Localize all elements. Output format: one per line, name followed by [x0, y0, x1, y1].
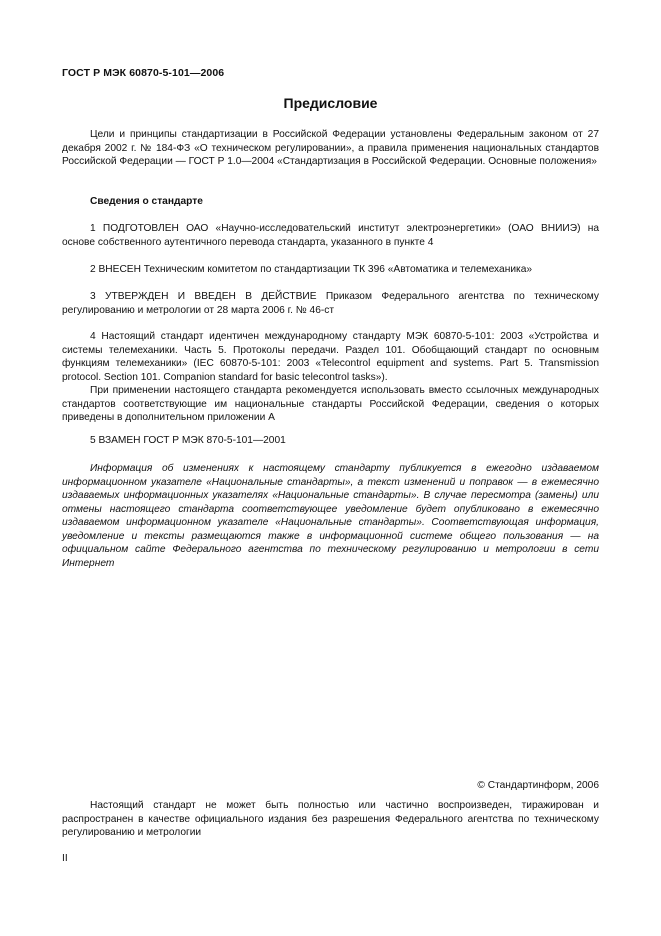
item-application-note: При применении настоящего стандарта рекомендуется использовать вместо ссылочных международных стандартов соответствующие им национальные стандарты Российской Федерации, сведения о которых приведены в дополнительном приложении А	[62, 385, 599, 423]
item-identical: 4 Настоящий стандарт идентичен международному стандарту МЭК 60870-5-101: 2003 «Устройства и системы телемеханики. Часть 5. Протоколы передачи. Раздел 101. Обобщающий стандарт по основным функциям телемеханики» (IEC 60870-5-101: 2003 «Telecontrol equipment and systems. Part 5. Transmission protocol. Section 101. Companion standard for basic telecontrol tasks»).	[62, 331, 599, 383]
intro-paragraph: Цели и принципы стандартизации в Российской Федерации установлены Федеральным законом от 27 декабря 2002 г. № 184-ФЗ «О техническом регулировании», а правила применения национальных стандартов Российской Федерации — ГОСТ Р 1.0—2004 «Стандартизация в Российской Федерации. Основные положения»	[62, 129, 599, 167]
item-prepared: 1 ПОДГОТОВЛЕН ОАО «Научно-исследовательский институт электроэнергетики» (ОАО ВНИИЭ) на основе собственного аутентичного перевода стандарта, указанного в пункте 4	[62, 223, 599, 248]
item-approved: 3 УТВЕРЖДЕН И ВВЕДЕН В ДЕЙСТВИЕ Приказом Федерального агентства по техническому регулированию и метрологии от 28 марта 2006 г. № 46-ст	[62, 291, 599, 316]
item-introduced: 2 ВНЕСЕН Техническим комитетом по стандартизации ТК 396 «Автоматика и телемеханика»	[90, 264, 533, 275]
page-number: II	[62, 853, 68, 864]
page-title: Предисловие	[283, 95, 378, 111]
copyright-line: © Стандартинформ, 2006	[477, 780, 599, 791]
info-notice: Информация об изменениях к настоящему стандарту публикуется в ежегодно издаваемом информационном указателе «Национальные стандарты», а текст изменений и поправок — в ежемесячно издаваемых информационных указателях «Национальные стандарты». В случае пересмотра (замены) или отмены настоящего стандарта соответствующее уведомление будет опубликовано в ежемесячно издаваемом информационном указателе «Национальные стандарты». Соответствующая информация, уведомление и тексты размещаются также в информационной системе общего пользования — на официальном сайте Федерального агентства по техническому регулированию и метрологии в сети Интернет	[62, 463, 599, 569]
section-heading: Сведения о стандарте	[90, 196, 203, 207]
item-replaces: 5 ВЗАМЕН ГОСТ Р МЭК 870-5-101—2001	[90, 435, 286, 446]
document-header-code: ГОСТ Р МЭК 60870-5-101—2006	[62, 67, 225, 79]
reproduction-notice: Настоящий стандарт не может быть полностью или частично воспроизведен, тиражирован и распространен в качестве официального издания без разрешения Федерального агентства по техническому регулированию и метрологии	[62, 800, 599, 838]
